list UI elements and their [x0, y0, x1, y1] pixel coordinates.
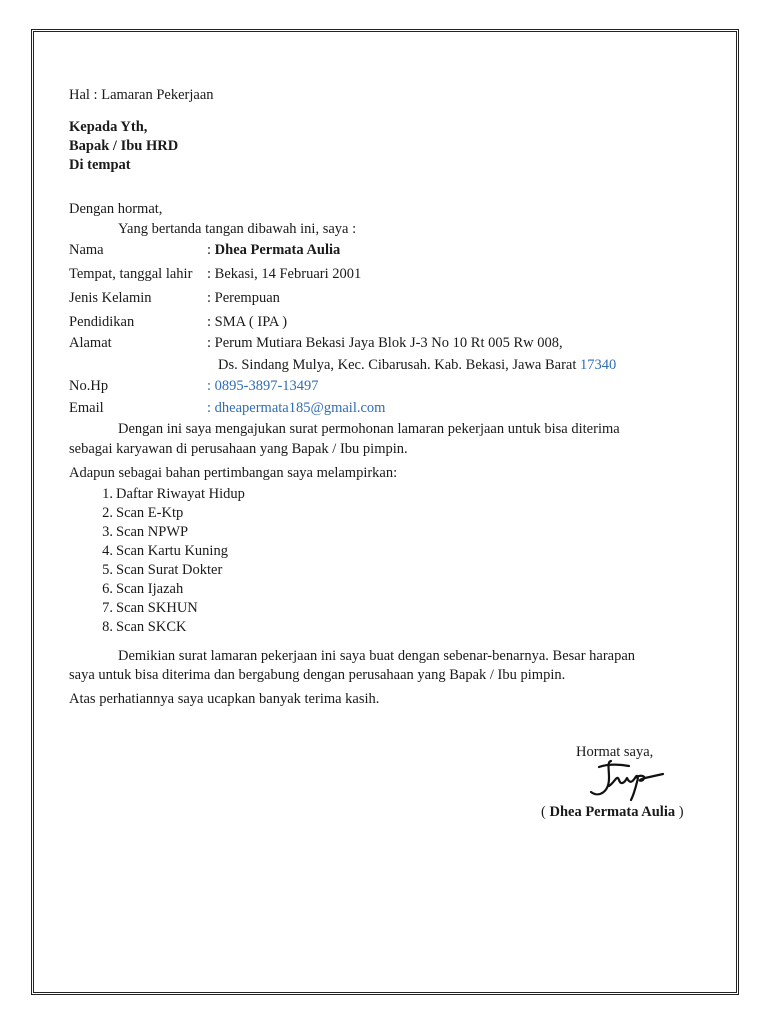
- birth-info: Bekasi, 14 Februari 2001: [214, 266, 362, 282]
- education: SMA ( IPA ): [214, 314, 288, 330]
- list-item-number: 7.: [102, 600, 113, 616]
- field-label-email: Email: [69, 400, 104, 416]
- list-item-number: 5.: [102, 562, 113, 578]
- list-item-number: 8.: [102, 619, 113, 635]
- list-item: Scan Surat Dokter: [116, 562, 223, 578]
- list-item: Scan E-Ktp: [116, 505, 184, 521]
- signature-image: [585, 758, 665, 802]
- applicant-name: Dhea Permata Aulia: [214, 242, 341, 258]
- postal-code: 17340: [580, 357, 617, 373]
- recipient-line-2: Bapak / Ibu HRD: [69, 138, 179, 154]
- sign-salutation: Hormat saya,: [576, 744, 654, 760]
- field-value-edu: [207, 313, 287, 331]
- field-label-gender: Jenis Kelamin: [69, 290, 152, 306]
- gender: Perempuan: [214, 290, 280, 306]
- body-paragraph-line-1: Dengan ini saya mengajukan surat permohonan lamaran pekerjaan untuk bisa diterima: [118, 421, 620, 437]
- greeting: Dengan hormat,: [69, 201, 163, 217]
- field-label-hp: No.Hp: [69, 378, 109, 394]
- field-value-nama: [207, 241, 340, 259]
- address-line-2: [218, 356, 616, 374]
- field-value-ttl: [207, 265, 361, 283]
- list-item-number: 1.: [102, 486, 113, 502]
- list-item-number: 2.: [102, 505, 113, 521]
- paren-open: (: [541, 804, 550, 820]
- list-item: Scan Kartu Kuning: [116, 543, 228, 559]
- recipient-line-1: Kepada Yth,: [69, 119, 148, 135]
- recipient-line-3: Di tempat: [69, 157, 131, 173]
- list-item-number: 4.: [102, 543, 113, 559]
- signatory: [541, 803, 684, 821]
- email-link[interactable]: : dheapermata185@gmail.com: [207, 400, 386, 416]
- closing-thanks: Atas perhatiannya saya ucapkan banyak terima kasih.: [69, 691, 380, 707]
- body-paragraph-line-2: sebagai karyawan di perusahaan yang Bapak / Ibu pimpin.: [69, 441, 408, 457]
- list-item: Scan NPWP: [116, 524, 189, 540]
- field-sep: :: [207, 290, 215, 306]
- intro-text: Yang bertanda tangan dibawah ini, saya :: [118, 221, 357, 237]
- field-label-alamat: Alamat: [69, 335, 112, 351]
- closing-paragraph-line-1: Demikian surat lamaran pekerjaan ini saya buat dengan sebenar-benarnya. Besar harapan: [118, 648, 636, 664]
- attachments-intro: Adapun sebagai bahan pertimbangan saya melampirkan:: [69, 465, 398, 481]
- list-item-number: 6.: [102, 581, 113, 597]
- list-item-number: 3.: [102, 524, 113, 540]
- list-item: Scan SKCK: [116, 619, 187, 635]
- field-sep: :: [207, 242, 215, 258]
- paren-close: ): [675, 804, 684, 820]
- field-sep: :: [207, 266, 215, 282]
- signatory-name: Dhea Permata Aulia: [549, 804, 676, 820]
- field-label-edu: Pendidikan: [69, 314, 135, 330]
- closing-paragraph-line-2: saya untuk bisa diterima dan bergabung dengan perusahaan yang Bapak / Ibu pimpin.: [69, 667, 566, 683]
- field-sep: :: [207, 314, 215, 330]
- list-item: Daftar Riwayat Hidup: [116, 486, 245, 502]
- address-text: Ds. Sindang Mulya, Kec. Cibarusah. Kab. Bekasi, Jawa Barat: [218, 357, 577, 373]
- subject-line: Hal : Lamaran Pekerjaan: [69, 87, 214, 103]
- field-label-nama: Nama: [69, 242, 104, 258]
- list-item: Scan Ijazah: [116, 581, 184, 597]
- list-item: Scan SKHUN: [116, 600, 198, 616]
- field-label-ttl: Tempat, tanggal lahir: [69, 266, 193, 282]
- phone-link[interactable]: : 0895-3897-13497: [207, 378, 319, 394]
- field-value-gender: [207, 289, 280, 307]
- address-line-1: : Perum Mutiara Bekasi Jaya Blok J-3 No 10 Rt 005 Rw 008,: [207, 335, 563, 351]
